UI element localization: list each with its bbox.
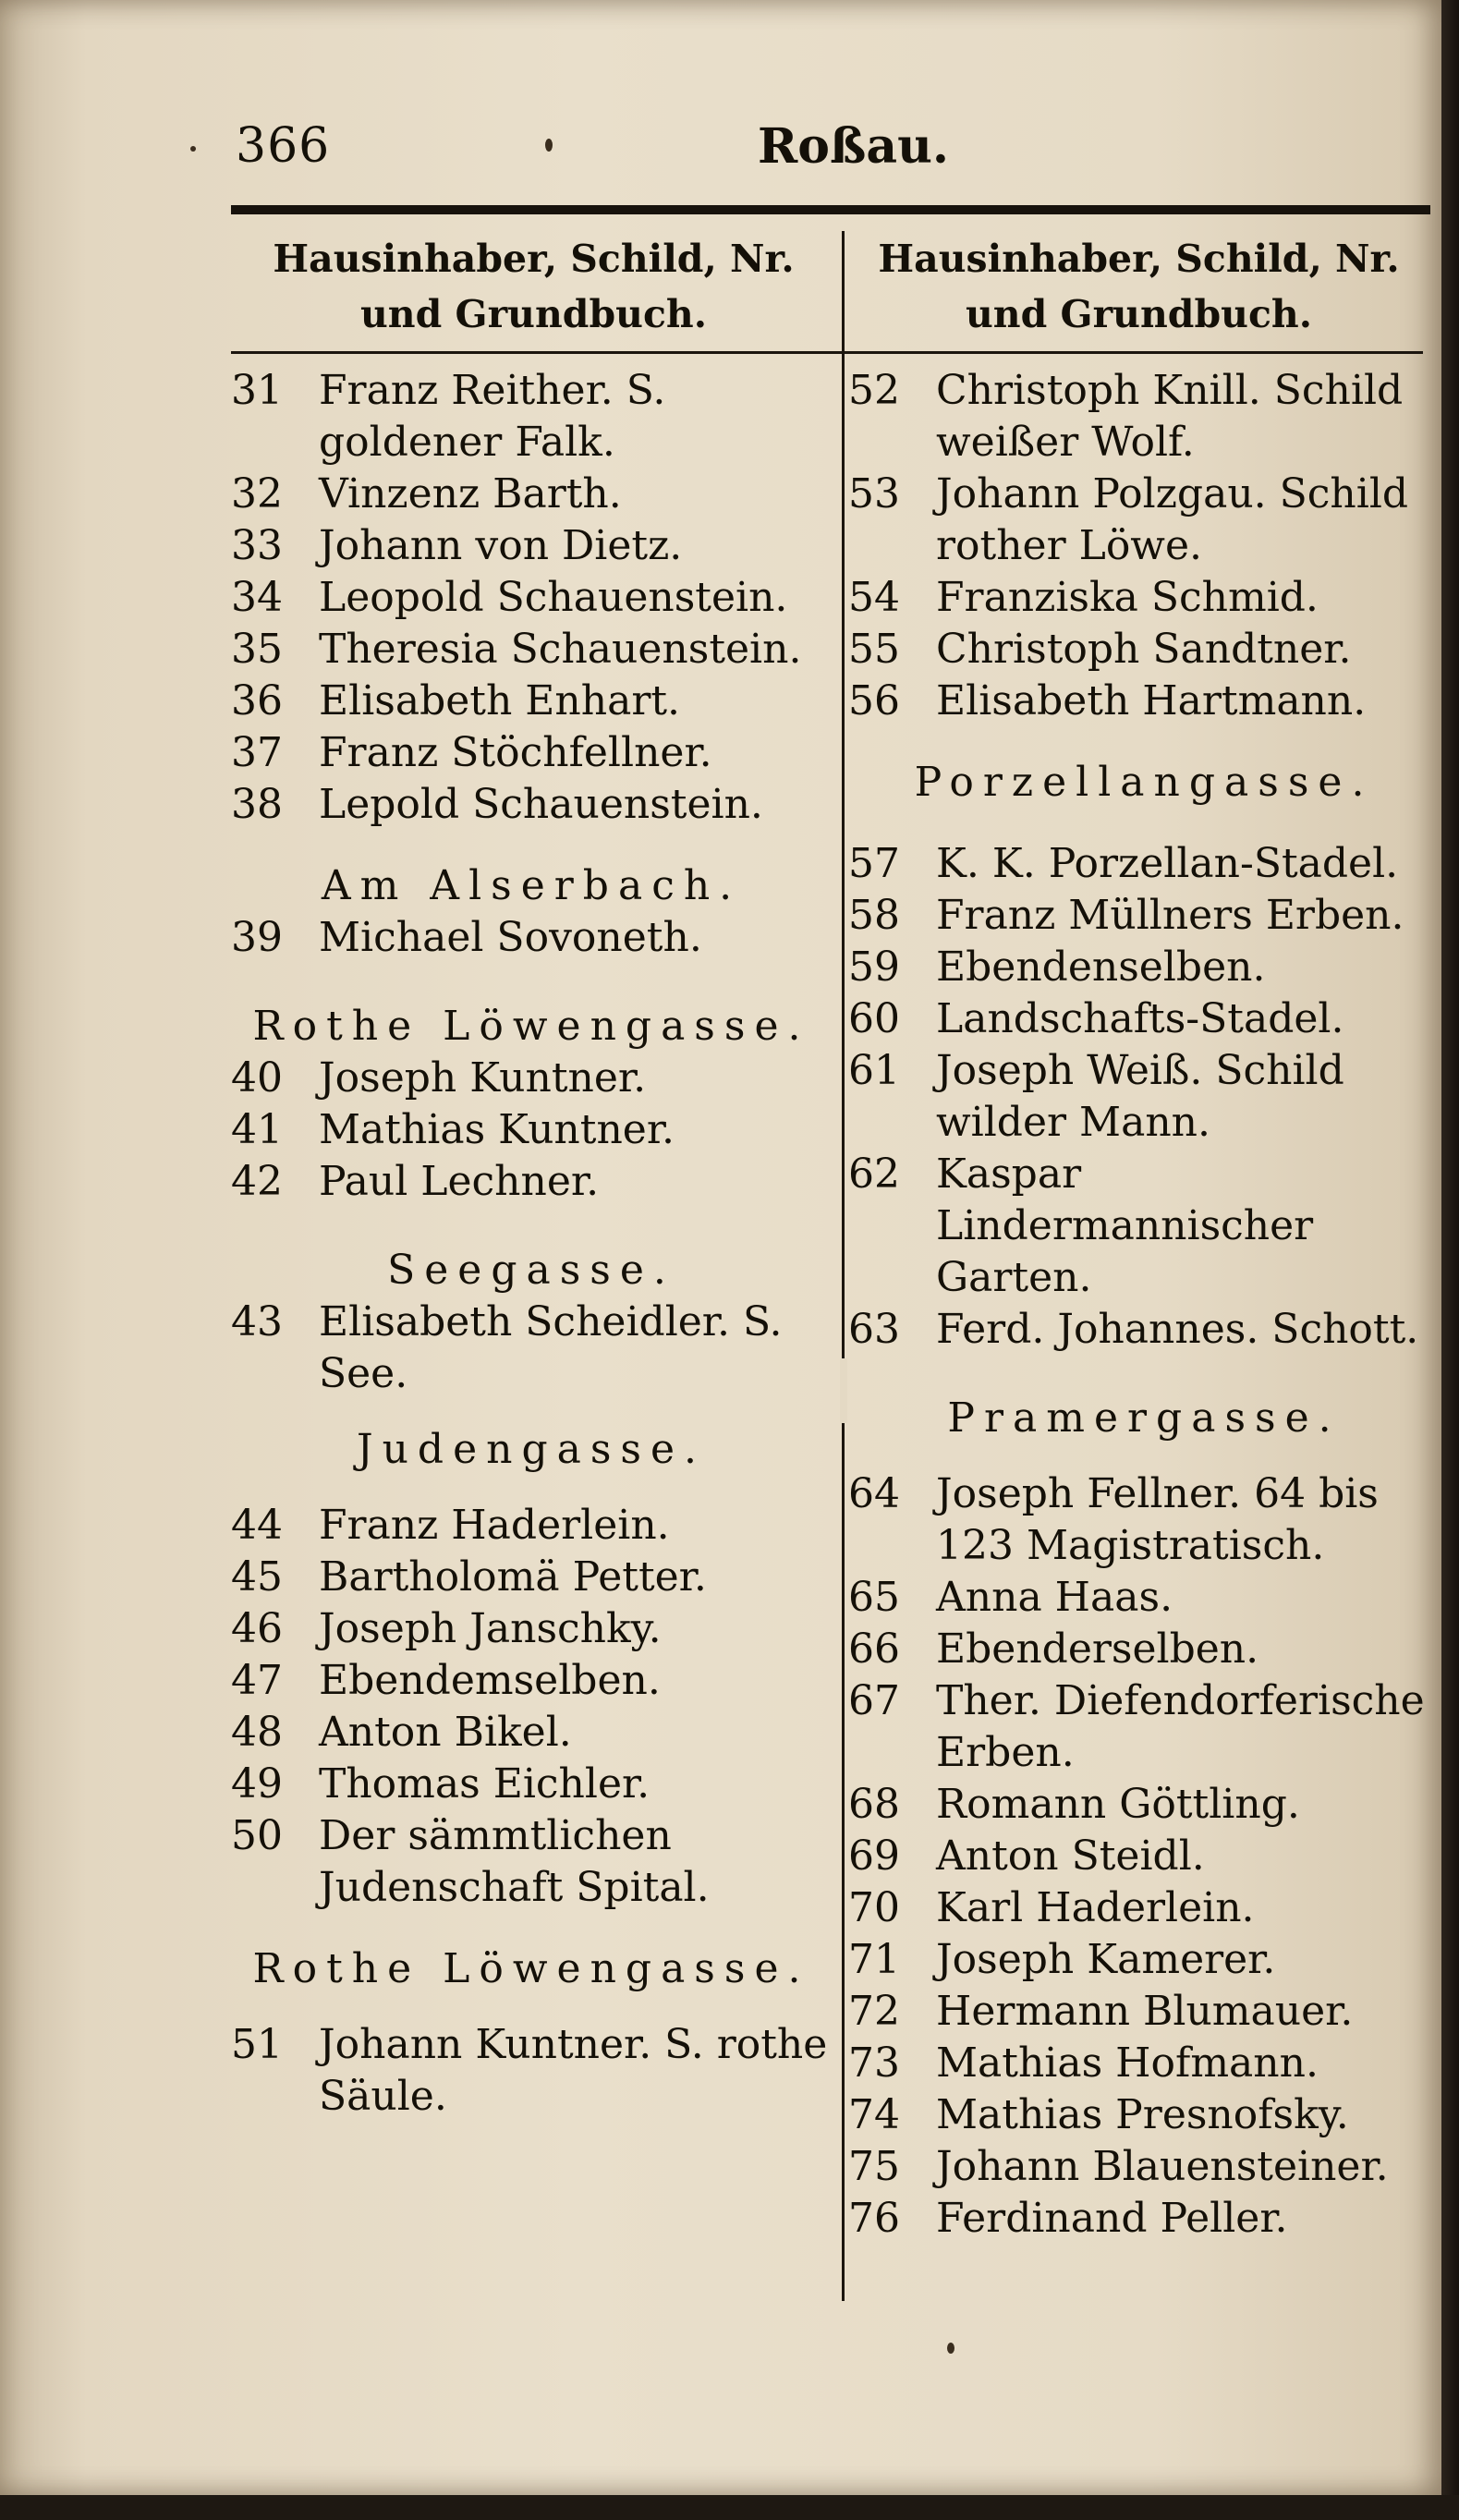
- owner-name: Joseph Fellner. 64 bis 123 Magistratisch.: [936, 1470, 1379, 1569]
- owner-name: K. K. Porzellan-Stadel.: [936, 840, 1399, 887]
- house-entry: [231, 469, 832, 520]
- owner-name: Elisabeth Scheidler. S. See.: [319, 1298, 783, 1397]
- street-heading-pramergasse: Pramergasse.: [947, 1394, 1341, 1442]
- owner-name: Landschafts-Stadel.: [936, 995, 1344, 1042]
- house-number: 46: [231, 1605, 283, 1652]
- house-number: 69: [848, 1832, 900, 1880]
- house-number: 66: [848, 1625, 900, 1673]
- house-entry: [231, 727, 832, 779]
- house-entry: [848, 1149, 1440, 1304]
- owner-name: Ferdinand Peller.: [936, 2195, 1288, 2242]
- street-heading-porzellangasse: Porzellangasse.: [914, 759, 1374, 806]
- house-entry: [848, 1934, 1440, 1986]
- right-column: [848, 365, 1440, 2245]
- house-number: 61: [848, 1047, 900, 1094]
- owner-name: Anna Haas.: [936, 1574, 1173, 1621]
- house-number: 54: [848, 574, 900, 621]
- house-entry: [848, 1882, 1440, 1934]
- owner-name: Joseph Kamerer.: [936, 1936, 1276, 1983]
- house-number: 59: [848, 943, 900, 991]
- owner-name: Franz Haderlein.: [319, 1502, 670, 1549]
- house-entry: [848, 1675, 1440, 1779]
- owner-name: Leopold Schauenstein.: [319, 574, 788, 621]
- owner-name: Mathias Kuntner.: [319, 1106, 675, 1153]
- house-entry: [848, 1572, 1440, 1624]
- page-header: [236, 118, 1432, 183]
- house-number: 39: [231, 914, 283, 961]
- owner-name: Franz Stöchfellner.: [319, 729, 712, 776]
- house-entry: [231, 1156, 832, 1208]
- house-entry: [231, 1500, 832, 1552]
- house-number: 47: [231, 1657, 283, 1704]
- house-entry: [231, 1297, 832, 1400]
- owner-name: Mathias Presnofsky.: [936, 2091, 1349, 2138]
- house-number: 53: [848, 470, 900, 517]
- house-entry: [848, 469, 1440, 572]
- owner-name: Lepold Schauenstein.: [319, 781, 763, 828]
- owner-name: Franz Reither. S. goldener Falk.: [319, 367, 666, 466]
- owner-name: Ebenderselben.: [936, 1625, 1259, 1673]
- house-number: 55: [848, 626, 900, 673]
- house-number: 44: [231, 1502, 283, 1549]
- street-heading-seegasse: Seegasse.: [387, 1247, 675, 1294]
- owner-name: Anton Steidl.: [936, 1832, 1205, 1880]
- owner-name: Joseph Kuntner.: [319, 1054, 647, 1102]
- house-entry: [231, 2019, 832, 2123]
- house-entry: [231, 1707, 832, 1759]
- owner-name: Der sämmtlichen Judenschaft Spital.: [319, 1812, 710, 1911]
- house-entry: [231, 572, 832, 624]
- street-heading-am-alserbach: Am Alserbach.: [321, 862, 742, 909]
- house-number: 50: [231, 1812, 283, 1859]
- house-entry: [231, 779, 832, 831]
- owner-name: Elisabeth Hartmann.: [936, 677, 1367, 724]
- house-entry: [231, 1104, 832, 1156]
- owner-name: Michael Sovoneth.: [319, 914, 702, 961]
- owner-name: Ebendenselben.: [936, 943, 1266, 991]
- house-number: 42: [231, 1158, 283, 1205]
- owner-name: Anton Bikel.: [319, 1709, 572, 1756]
- house-entry: [848, 572, 1440, 624]
- house-entry: [231, 912, 832, 964]
- owner-name: Bartholomä Petter.: [319, 1553, 707, 1601]
- column-divider: [842, 231, 845, 2301]
- house-number: 38: [231, 781, 283, 828]
- house-number: 52: [848, 367, 900, 414]
- owner-name: Johann Blauensteiner.: [936, 2143, 1389, 2190]
- house-number: 73: [848, 2039, 900, 2087]
- owner-name: Ferd. Johannes. Schott.: [936, 1306, 1419, 1353]
- house-number: 35: [231, 626, 283, 673]
- house-number: 31: [231, 367, 283, 414]
- house-number: 70: [848, 1884, 900, 1931]
- house-entry: [231, 624, 832, 676]
- street-heading-rothe-loewengasse: Rothe Löwengasse.: [252, 1003, 810, 1050]
- house-entry: [848, 365, 1440, 469]
- house-entry: [848, 676, 1440, 727]
- house-entry: [848, 1045, 1440, 1149]
- house-entry: [231, 1810, 832, 1914]
- house-number: 74: [848, 2091, 900, 2138]
- owner-name: Karl Haderlein.: [936, 1884, 1255, 1931]
- house-number: 34: [231, 574, 283, 621]
- column-header-right: Hausinhaber, Schild, Nr. und Grundbuch.: [878, 237, 1400, 336]
- house-entry: [231, 1759, 832, 1810]
- owner-name: Vinzenz Barth.: [319, 470, 622, 517]
- column-header-rule: [231, 351, 1423, 354]
- house-number: 60: [848, 995, 900, 1042]
- owner-name: Hermann Blumauer.: [936, 1988, 1354, 2035]
- header-rule: [231, 205, 1430, 214]
- house-number: 68: [848, 1781, 900, 1828]
- house-number: 72: [848, 1988, 900, 2035]
- house-number: 37: [231, 729, 283, 776]
- house-entry: [231, 520, 832, 572]
- owner-name: Christoph Knill. Schild weißer Wolf.: [936, 367, 1404, 466]
- house-entry: [231, 676, 832, 727]
- house-number: 62: [848, 1150, 900, 1198]
- house-entry: [848, 1468, 1440, 1572]
- left-column: [231, 365, 832, 2123]
- house-entry: [848, 1986, 1440, 2038]
- house-entry: [848, 1624, 1440, 1675]
- house-entry: [848, 838, 1440, 890]
- house-entry: [231, 1552, 832, 1603]
- house-entry: [848, 890, 1440, 942]
- house-number: 63: [848, 1306, 900, 1353]
- page-edge-bottom: [0, 2495, 1459, 2520]
- house-entry: [848, 2089, 1440, 2141]
- running-title: Roßau.: [758, 118, 950, 175]
- page-edge: [1441, 0, 1459, 2520]
- print-speck: [190, 146, 196, 152]
- print-speck: [545, 139, 553, 152]
- owner-name: Kaspar Lindermannischer Garten.: [936, 1150, 1314, 1301]
- house-number: 75: [848, 2143, 900, 2190]
- house-entry: [231, 1603, 832, 1655]
- house-number: 51: [231, 2021, 283, 2068]
- house-number: 49: [231, 1760, 283, 1808]
- house-entry: [848, 942, 1440, 993]
- owner-name: Christoph Sandtner.: [936, 626, 1352, 673]
- house-entry: [848, 1304, 1440, 1356]
- owner-name: Ther. Diefendorferische Erben.: [936, 1677, 1425, 1776]
- street-heading-rothe-loewengasse-2: Rothe Löwengasse.: [252, 1945, 810, 1992]
- owner-name: Johann Polzgau. Schild rother Löwe.: [936, 470, 1409, 569]
- owner-name: Franziska Schmid.: [936, 574, 1319, 621]
- house-number: 48: [231, 1709, 283, 1756]
- house-number: 45: [231, 1553, 283, 1601]
- house-entry: [848, 993, 1440, 1045]
- house-number: 41: [231, 1106, 283, 1153]
- house-entry: [848, 624, 1440, 676]
- house-entry: [231, 1655, 832, 1707]
- owner-name: Franz Müllners Erben.: [936, 892, 1404, 939]
- house-number: 71: [848, 1936, 900, 1983]
- house-number: 67: [848, 1677, 900, 1724]
- owner-name: Theresia Schauenstein.: [319, 626, 802, 673]
- house-number: 58: [848, 892, 900, 939]
- house-entry: [231, 1053, 832, 1104]
- house-number: 64: [848, 1470, 900, 1517]
- owner-name: Elisabeth Enhart.: [319, 677, 681, 724]
- house-entry: [848, 1779, 1440, 1831]
- house-entry: [231, 365, 832, 469]
- owner-name: Paul Lechner.: [319, 1158, 600, 1205]
- house-number: 57: [848, 840, 900, 887]
- print-speck: [947, 2343, 954, 2354]
- house-number: 56: [848, 677, 900, 724]
- owner-name: Mathias Hofmann.: [936, 2039, 1319, 2087]
- house-number: 32: [231, 470, 283, 517]
- owner-name: Joseph Janschky.: [319, 1605, 662, 1652]
- column-header-left: Hausinhaber, Schild, Nr. und Grundbuch.: [273, 237, 795, 336]
- house-number: 33: [231, 522, 283, 569]
- house-number: 36: [231, 677, 283, 724]
- house-entry: [848, 2193, 1440, 2245]
- page-number: 366: [236, 118, 331, 174]
- owner-name: Joseph Weiß. Schild wilder Mann.: [936, 1047, 1344, 1146]
- house-number: 65: [848, 1574, 900, 1621]
- street-heading-judengasse: Judengasse.: [356, 1426, 707, 1473]
- house-entry: [848, 2038, 1440, 2089]
- owner-name: Thomas Eichler.: [319, 1760, 650, 1808]
- owner-name: Johann Kuntner. S. rothe Säule.: [319, 2021, 828, 2120]
- owner-name: Johann von Dietz.: [319, 522, 683, 569]
- house-number: 43: [231, 1298, 283, 1345]
- house-entry: [848, 2141, 1440, 2193]
- house-number: 76: [848, 2195, 900, 2242]
- house-entry: [848, 1831, 1440, 1882]
- house-number: 40: [231, 1054, 283, 1102]
- owner-name: Ebendemselben.: [319, 1657, 661, 1704]
- owner-name: Romann Göttling.: [936, 1781, 1300, 1828]
